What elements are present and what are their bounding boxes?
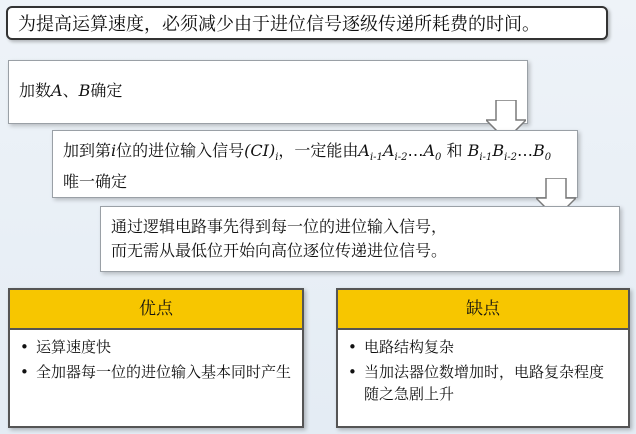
step-2-pre: 加到第 [63,141,112,160]
step-2-and: 和 [446,141,463,160]
step-2-post: ，一定能由 [278,141,359,160]
pros-list [10,336,302,383]
step-2-a1: A [358,141,370,160]
title-text: 为提高运算速度，必须减少由于进位信号逐级传递所耗费的时间。 [18,14,540,35]
step-1-a: A [51,81,63,100]
step-2-a2-sub: i-2 [394,152,408,164]
step-1-sep: 、 [62,81,79,100]
step-2-b0-sub: 0 [544,152,552,164]
step-2-b0: B [533,141,545,160]
title-box [6,6,608,40]
step-3-line-2: 而无需从最低位开始向高位逐位传递进位信号。 [111,241,448,260]
pros-item: • 运算速度快 [18,336,292,358]
cons-item: • 电路结构复杂 [346,336,618,358]
step-2-b1-sub: i-1 [479,152,493,164]
step-1-pre: 加数 [19,81,52,100]
step-2-a1-sub: i-1 [369,152,383,164]
pros-panel [8,288,304,428]
pros-header: 优点 [10,290,302,330]
pros-item: • 全加器每一位的进位输入基本同时产生 [18,361,292,383]
step-2-mid: 位的进位输入信号 [116,141,245,160]
cons-list [338,336,628,405]
step-1-box [8,60,528,124]
step-3-line-1: 通过逻辑电路事先得到每一位的进位输入信号， [111,217,448,236]
cons-header: 缺点 [338,290,628,330]
step-2-ellipsis-1: … [407,141,424,160]
step-2-ci: (CI) [244,141,276,160]
step-2-i: i [111,141,117,160]
step-1-post: 确定 [90,81,123,100]
cons-panel [336,288,630,428]
step-2-a0: A [423,141,436,160]
step-2-box [52,130,578,198]
step-2-ci-sub: i [275,152,279,164]
step-2-b1: B [467,141,480,160]
step-2-line2-post: 唯一确定 [63,172,128,192]
step-1-b: B [78,81,91,100]
step-2-b2-sub: i-2 [504,152,518,164]
cons-item: • 当加法器位数增加时，电路复杂程度随之急剧上升 [346,361,618,405]
step-2-b2: B [492,141,505,160]
step-3-box [100,206,620,272]
step-2-a0-sub: 0 [435,152,442,164]
step-2-a2: A [382,141,395,160]
step-2-ellipsis-2: … [517,141,534,160]
